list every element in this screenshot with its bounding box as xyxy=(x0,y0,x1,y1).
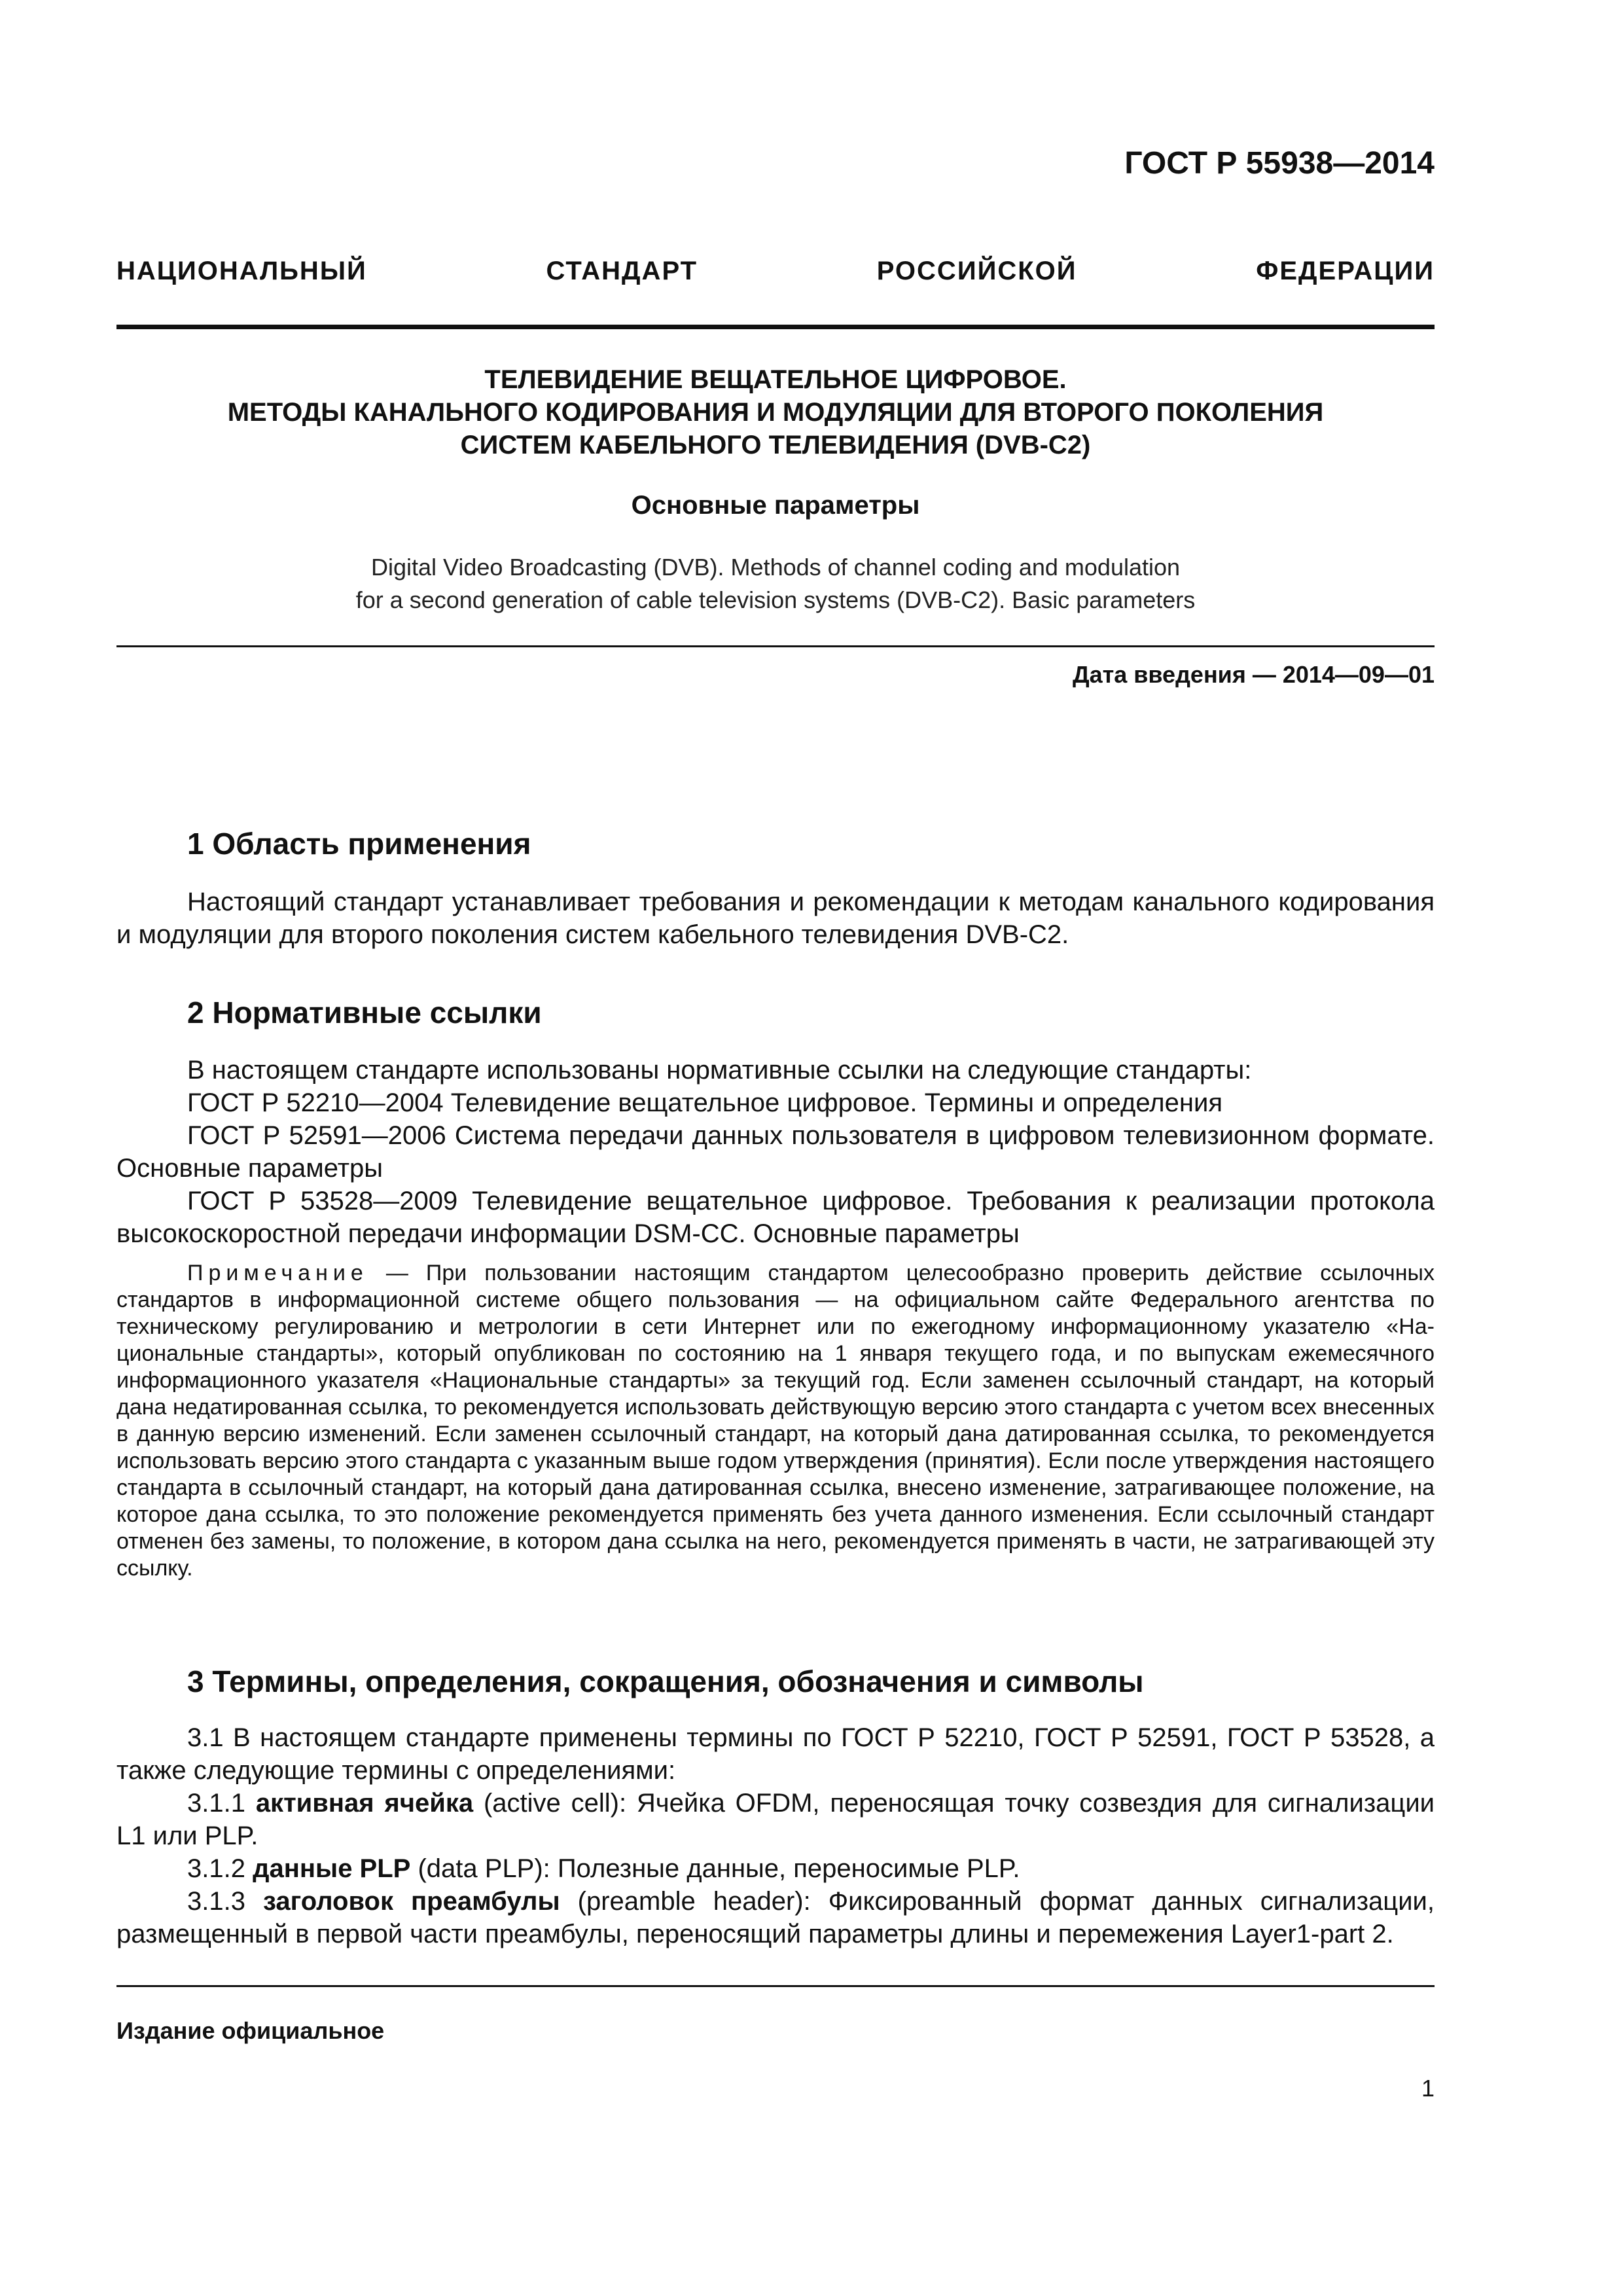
term-number: 3.1.2 xyxy=(187,1854,253,1883)
page-number: 1 xyxy=(1421,2075,1435,2102)
clause-3-1: 3.1 В настоящем стандарте применены термины по ГОСТ Р 52210, ГОСТ Р 52591, ГОСТ Р 53528, а также следующие термины с определениями: xyxy=(116,1723,1435,1785)
title-rule xyxy=(116,645,1435,647)
section-3-body xyxy=(116,1721,1435,1950)
english-title-line-1: Digital Video Broadcasting (DVB). Methods of channel coding and modulation xyxy=(370,554,1181,581)
term-definition: (active cell): Ячейка OFDM, переносящая точку созвездия для сигнализации L1 или PLP. xyxy=(116,1789,1435,1850)
english-title xyxy=(116,551,1435,617)
english-title-line-2: for a second generation of cable television systems (DVB-C2). Basic parameters xyxy=(355,586,1196,613)
term-3-1-1 xyxy=(116,1787,1435,1852)
header-rule xyxy=(116,325,1435,329)
document-subtitle: Основные параметры xyxy=(631,491,920,520)
note-block xyxy=(116,1260,1435,1582)
title-line-2: МЕТОДЫ КАНАЛЬНОГО КОДИРОВАНИЯ И МОДУЛЯЦИИ ДЛЯ ВТОРОГО ПОКОЛЕНИЯ xyxy=(227,398,1324,427)
title-line-1: ТЕЛЕВИДЕНИЕ ВЕЩАТЕЛЬНОЕ ЦИФРОВОЕ. xyxy=(484,365,1067,394)
national-standard-banner: НАЦИОНАЛЬНЫЙ СТАНДАРТ РОССИЙСКОЙ ФЕДЕРАЦИИ xyxy=(116,257,1435,285)
term-3-1-3 xyxy=(116,1885,1435,1950)
note-text: — При пользовании настоящим стандартом целесообразно проверить действие ссылочных стандартов в информационной системе общего пользования — на официальном сайте Федерального агентства по техническому регулированию и метрологии в сети Интернет или по ежегодному информационному указателю «Национальные стандарты», который опубликован по состоянию на 1 января текущего года, и по выпускам ежемесячного информационного указателя «Национальные стандарты» за текущий год. Если заменен ссылочный стандарт, на который дана недатированная ссылка, то рекомендуется использовать действующую версию этого стандарта с учетом всех внесенных в данную версию изменений. Если заменен ссылочный стандарт, на который дана датированная ссылка, то рекомендуется использовать версию этого стандарта с указанным выше годом утверждения (принятия). Если после утверждения настоящего стандарта в ссылочный стандарт, на который дана датированная ссылка, внесено изменение, затрагивающее положение, на которое дана ссылка, то это положение рекомендуется применять без учета данного изменения. Если ссылочный стандарт отменен без замены, то положение, в котором дана ссылка на него, рекомендуется применять в части, не затрагивающей эту ссылку. xyxy=(116,1261,1435,1581)
section-1-body xyxy=(116,886,1435,951)
term-name: активная ячейка xyxy=(255,1789,474,1818)
term-name: данные PLP xyxy=(253,1854,411,1883)
reference-item: ГОСТ Р 52210—2004 Телевидение вещательное цифровое. Термины и определения xyxy=(187,1088,1222,1117)
section-3-heading: 3 Термины, определения, сокращения, обозначения и символы xyxy=(187,1664,1144,1698)
footer-rule xyxy=(116,1985,1435,1987)
term-number: 3.1.3 xyxy=(187,1887,263,1916)
introduction-date: Дата введения — 2014—09—01 xyxy=(1072,661,1435,688)
term-3-1-2 xyxy=(116,1852,1435,1885)
document-title xyxy=(116,363,1435,461)
term-definition: (data PLP): Полезные данные, переносимые PLP. xyxy=(410,1854,1020,1883)
section-2-intro: В настоящем стандарте использованы нормативные ссылки на следующие стандарты: xyxy=(187,1056,1252,1085)
section-1-paragraph: Настоящий стандарт устанавливает требования и рекомендации к методам канального кодирования и модуляции для второго поколения систем кабельного телевидения DVB-C2. xyxy=(116,888,1435,949)
term-number: 3.1.1 xyxy=(187,1789,256,1818)
title-line-3: СИСТЕМ КАБЕЛЬНОГО ТЕЛЕВИДЕНИЯ (DVB-C2) xyxy=(460,431,1091,459)
term-name: заголовок преамбулы xyxy=(262,1887,560,1916)
standard-number: ГОСТ Р 55938—2014 xyxy=(1124,146,1435,181)
reference-item: ГОСТ Р 52591—2006 Система передачи данных пользователя в цифровом телевизионном формате. Основные параметры xyxy=(116,1121,1435,1183)
official-edition-label: Издание официальное xyxy=(116,2017,385,2044)
section-1-heading: 1 Область применения xyxy=(187,827,531,861)
section-2-heading: 2 Нормативные ссылки xyxy=(187,996,542,1030)
term-definition: (preamble header): Фиксированный формат данных сигнализации, размещенный в первой части преамбулы, переносящий параметры длины и перемежения Layer1-part 2. xyxy=(116,1887,1435,1948)
reference-item: ГОСТ Р 53528—2009 Телевидение вещательное цифровое. Требования к реализации протокола высокоскоростной передачи информации DSM-CC. Основные параметры xyxy=(116,1187,1435,1248)
note-label: Примечание xyxy=(187,1261,368,1285)
section-2-body xyxy=(116,1054,1435,1250)
